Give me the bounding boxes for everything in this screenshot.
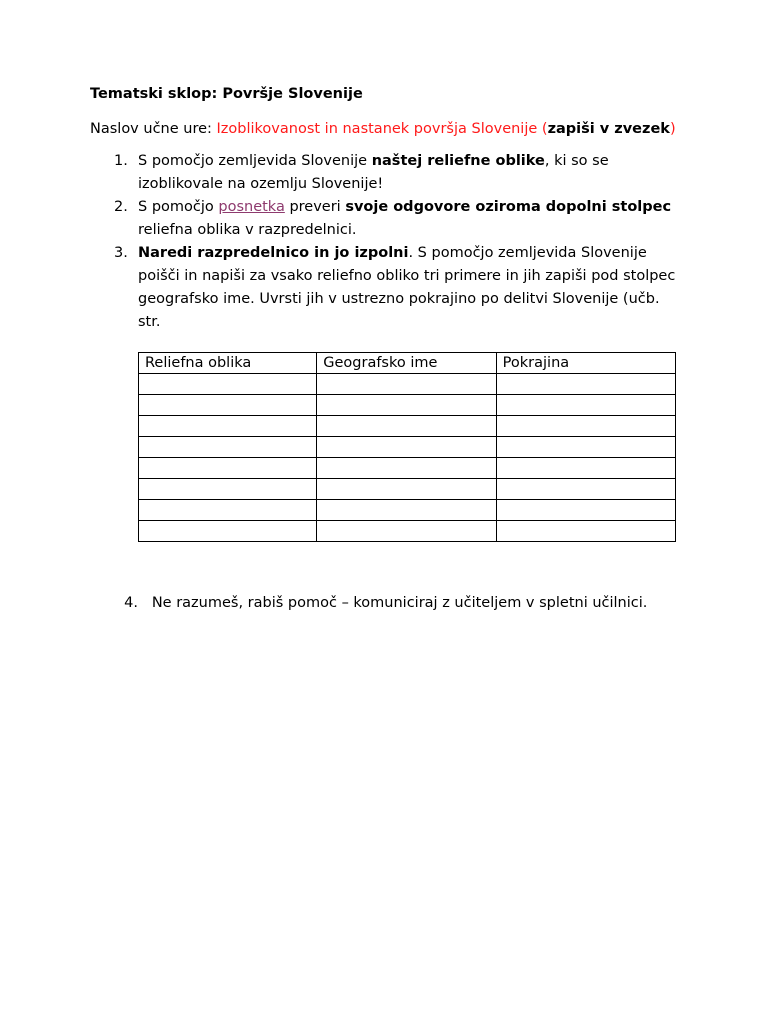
table-cell	[317, 479, 496, 500]
item-number: 1.	[114, 153, 128, 169]
table-row	[139, 479, 676, 500]
item-number: 4.	[124, 595, 138, 611]
item-number: 2.	[114, 199, 128, 215]
table-row	[139, 416, 676, 437]
table-cell	[496, 395, 675, 416]
video-link[interactable]: posnetka	[218, 199, 285, 215]
table-row	[139, 521, 676, 542]
lesson-title: Izoblikovanost in nastanek površja Slovenije	[216, 121, 538, 137]
lesson-close-paren: )	[669, 121, 676, 137]
item-bold-text: Naredi razpredelnico in jo izpolni	[138, 245, 409, 261]
table-cell	[139, 437, 317, 458]
item-text: S pomočjo zemljevida Slovenije	[138, 153, 372, 169]
table-cell	[139, 500, 317, 521]
table-cell	[317, 458, 496, 479]
lesson-prefix: Naslov učne ure:	[90, 121, 217, 137]
table-row	[139, 374, 676, 395]
instruction-list	[90, 150, 680, 334]
item-text: reliefna oblika v razpredelnici.	[138, 222, 357, 238]
table-cell	[317, 521, 496, 542]
table-cell	[317, 416, 496, 437]
instruction-item-3	[90, 242, 680, 334]
item-text: preveri	[284, 199, 346, 215]
item-text: . S pomočjo zemljevida Slovenije poišči in napiši za vsako reliefno obliko tri primere in jih zapiši pod stolpec geografsko ime. Uvrsti jih v ustrezno pokrajino po delitvi Slovenije (učb. str.	[138, 245, 676, 330]
table-cell	[317, 395, 496, 416]
table-cell	[139, 374, 317, 395]
column-header: Pokrajina	[496, 353, 675, 374]
relief-forms-table	[138, 352, 676, 542]
table-cell	[496, 479, 675, 500]
table-cell	[496, 374, 675, 395]
table-row	[139, 458, 676, 479]
table-header-row	[139, 353, 676, 374]
table-cell	[317, 437, 496, 458]
item-bold-text: naštej reliefne oblike	[371, 153, 545, 169]
table-cell	[496, 437, 675, 458]
item-text: S pomočjo	[138, 199, 219, 215]
table-row	[139, 500, 676, 521]
item-bold-text: svoje odgovore oziroma dopolni stolpec	[345, 199, 672, 215]
column-header: Geografsko ime	[317, 353, 496, 374]
lesson-note: zapiši v zvezek	[547, 121, 670, 137]
lesson-title-line	[90, 118, 676, 140]
table-cell	[496, 521, 675, 542]
table-cell	[139, 458, 317, 479]
item-number: 3.	[114, 245, 128, 261]
table-cell	[139, 479, 317, 500]
table-cell	[139, 521, 317, 542]
table-row	[139, 395, 676, 416]
table-cell	[496, 416, 675, 437]
table-cell	[317, 374, 496, 395]
instruction-item-1	[90, 150, 680, 196]
column-header: Reliefna oblika	[139, 353, 317, 374]
lesson-open-paren: (	[537, 121, 548, 137]
table-cell	[496, 500, 675, 521]
table-cell	[139, 395, 317, 416]
topic-heading: Tematski sklop: Površje Slovenije	[90, 86, 363, 102]
instruction-item-2	[90, 196, 680, 242]
table-cell	[496, 458, 675, 479]
table-cell	[139, 416, 317, 437]
item-text: Ne razumeš, rabiš pomoč – komuniciraj z učiteljem v spletni učilnici.	[151, 595, 648, 611]
instruction-item-4	[90, 592, 690, 614]
table-cell	[317, 500, 496, 521]
table-row	[139, 437, 676, 458]
item-text: , ki so se izoblikovale na ozemlju Slovenije!	[138, 153, 609, 192]
